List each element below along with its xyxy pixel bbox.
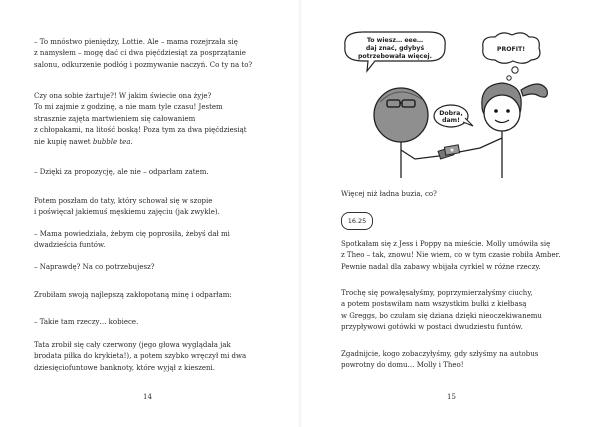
right-page	[300, 0, 600, 427]
lottie-thought-bubble	[483, 33, 540, 80]
bubble-tea-line: nie kupię nawet bubble tea.	[34, 137, 133, 146]
paragraph-dad-question: – Naprawdę? Na co potrzebujesz?	[34, 263, 155, 271]
lottie-figure	[459, 83, 547, 178]
dad-figure	[374, 88, 447, 178]
time-badge: 16.25	[341, 212, 373, 230]
dad-bubble-line-1: To wiesz… eee…	[366, 37, 424, 44]
paragraph-decline: – Dzięki za propozycję, ale nie – odparłam zatem.	[34, 168, 209, 176]
paragraph-bus: Zgadnijcie, kogo zobaczyłyśmy, gdy szłyśmy na autobus powrotny do domu… Molly i Theo!	[341, 350, 539, 370]
paragraph-money-offer: – To mnóstwo pieniędzy, Lottie. Ale – mama rozejrzała się z namysłem – mogę dać ci dwa pięćdziesiąt za posprzątanie salonu, odkurzenie podłóg i pozmywanie naczyń. Co ty na to?	[34, 38, 253, 69]
paragraph-meeting: Spotkałam się z Jess i Poppy na mieście. Molly umówiła się z Theo – tak, znowu! Nie wiem, co w tym czasie robiła Amber. Pewnie nadal dla zabawy wbijała cyrkiel w różne rzeczy.	[341, 240, 561, 271]
banknotes	[438, 145, 459, 159]
page-number-left: 14	[143, 393, 152, 401]
small-bubble-line-2: dam!	[442, 117, 460, 124]
paragraph-ask-dad: – Mama powiedziała, żebym cię poprosiła, żebyś dał mi dwadzieścia funtów.	[34, 230, 230, 250]
paragraph-girl-stuff: – Takie tam rzeczy… kobiece.	[34, 318, 139, 326]
illustration	[335, 28, 570, 178]
page-number-right: 15	[447, 393, 456, 401]
profit-text: PROFIT!	[496, 46, 526, 53]
dad-bubble-line-2: daj znać, gdybyś	[365, 45, 425, 52]
illustration-caption: Więcej niż ładna buzia, co?	[341, 190, 437, 198]
dad-speech-bubble	[345, 32, 445, 71]
paragraph-shed: Potem poszłam do taty, który schował się w szopie i poświęcał jakiemuś męskiemu zajęciu (jak zwykle).	[34, 197, 220, 217]
small-bubble-line-1: Dobra,	[439, 110, 463, 117]
lottie-speech-bubble	[434, 105, 473, 127]
paragraph-dad-red: Tata zrobił się cały czerwony (jego głowa wyglądała jak brodata piłka do krykieta!), a potem szybko wręczył mi dwa dziesięciofuntowe banknoty, które wyjął z kieszeni.	[34, 341, 247, 372]
paragraph-embarrassed: Zrobiłam swoją najlepszą zakłopotaną minę i odparłam:	[34, 291, 232, 299]
paragraph-greggs: Trochę się powałęsałyśmy, poprzymierzałyśmy ciuchy, a potem postawiłam nam wszystkim bułki z kiełbasą w Greggs, bo czułam się dziana dzięki nieoczekiwanemu przypływowi gotówki w postaci dwudziestu funtów.	[341, 289, 542, 332]
dad-bubble-line-3: potrzebowała więcej.	[357, 53, 433, 60]
paragraph-lottie-thoughts: Czy ona sobie żartuje?! W jakim świecie ona żyje? To mi zajmie z godzinę, a nie mam tyle czasu! Jestem strasznie zajęta martwieniem się całowaniem z chłopakami, na litość boską! Poza tym za dwa pięćdziesiąt nie kupię nawet bubble tea.	[34, 91, 247, 148]
